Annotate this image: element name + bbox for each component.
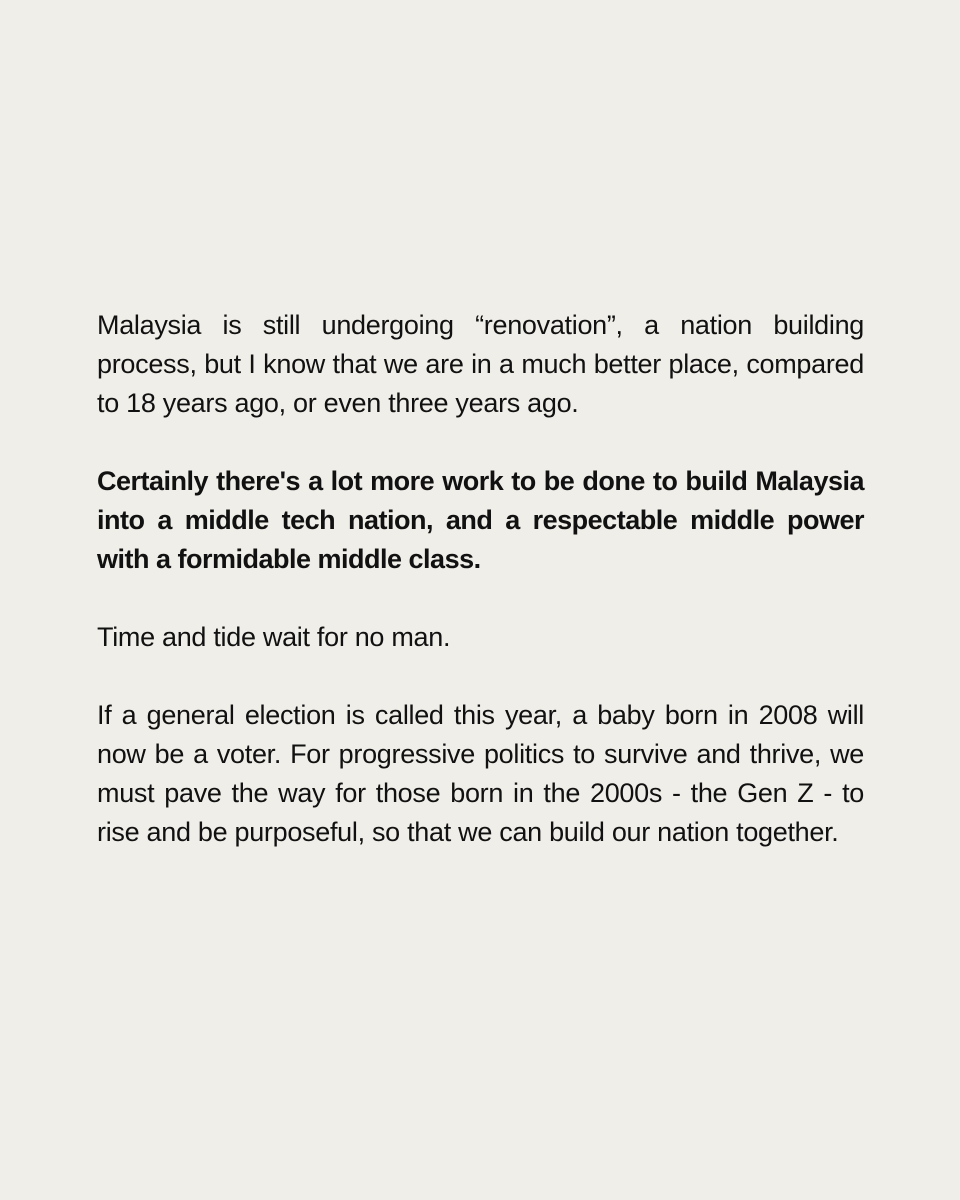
article-body (97, 306, 864, 852)
paragraph-middle-tech-nation: Certainly there's a lot more work to be done to build Malaysia into a middle tech nation, and a respectable middle power with a formidable middle class. (97, 466, 864, 574)
paragraph-gen-z: If a general election is called this year, a baby born in 2008 will now be a voter. For progressive politics to survive and thrive, we must pave the way for those born in the 2000s - the Gen Z - to rise and be purposeful, so that we can build our nation together. (97, 700, 864, 847)
paragraph-time-and-tide: Time and tide wait for no man. (97, 622, 451, 652)
paragraph-renovation: Malaysia is still undergoing “renovation”, a nation building process, but I know that we are in a much better place, compared to 18 years ago, or even three years ago. (97, 310, 864, 418)
